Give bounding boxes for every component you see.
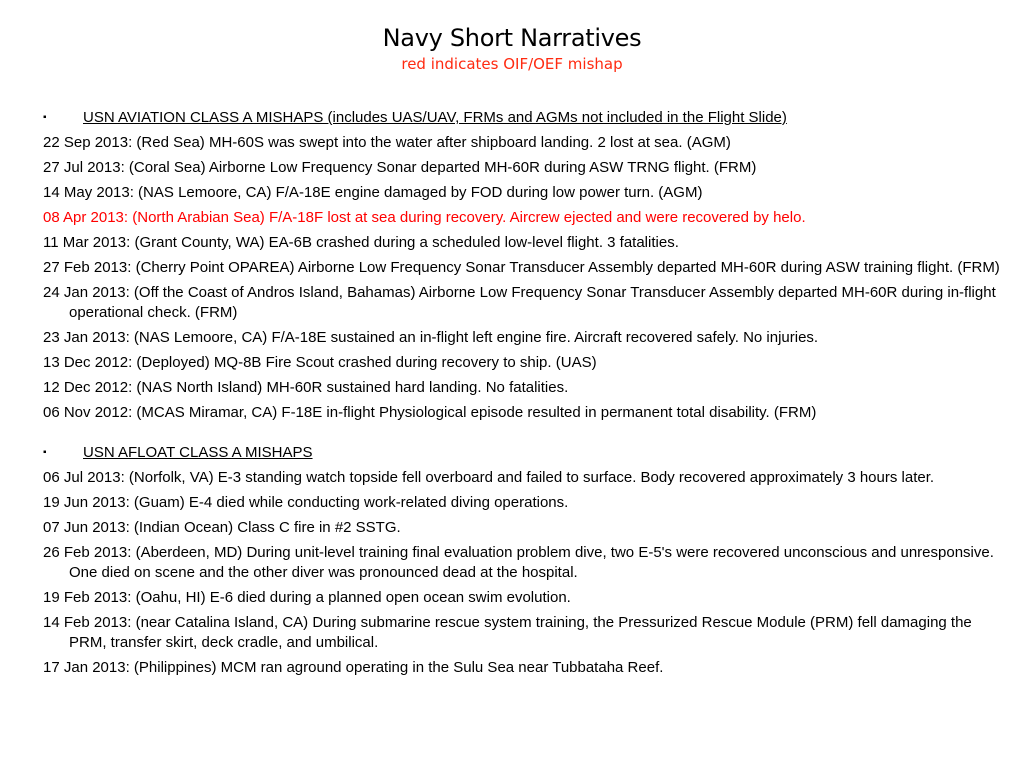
section-heading — [43, 108, 1003, 128]
mishap-entry: 07 Jun 2013: (Indian Ocean) Class C fire in #2 SSTG. — [43, 519, 401, 536]
mishap-entry: 27 Feb 2013: (Cherry Point OPAREA) Airborne Low Frequency Sonar Transducer Assembly departed MH-60R during ASW training flight. (FRM) — [43, 259, 1000, 276]
mishap-entry: 17 Jan 2013: (Philippines) MCM ran aground operating in the Sulu Sea near Tubbataha Reef. — [43, 659, 664, 676]
mishap-entry: 13 Dec 2012: (Deployed) MQ-8B Fire Scout crashed during recovery to ship. (UAS) — [43, 354, 597, 371]
mishap-entry: 24 Jan 2013: (Off the Coast of Andros Island, Bahamas) Airborne Low Frequency Sonar Transducer Assembly departed MH-60R during in-flight operational check. (FRM) — [43, 284, 996, 321]
mishap-entry: 23 Jan 2013: (NAS Lemoore, CA) F/A-18E sustained an in-flight left engine fire. Aircraft recovered safely. No injuries. — [43, 329, 819, 346]
section-heading — [43, 443, 1003, 463]
mishap-entry: 26 Feb 2013: (Aberdeen, MD) During unit-level training final evaluation problem dive, two E-5's were recovered unconscious and unresponsive. One died on scene and the other diver was pronounced dead at the hospital. — [43, 544, 994, 581]
mishap-entry: 14 Feb 2013: (near Catalina Island, CA) During submarine rescue system training, the Pressurized Rescue Module (PRM) fell damaging the PRM, transfer skirt, deck cradle, and umbilical. — [43, 614, 972, 651]
section-heading-text: USN AFLOAT CLASS A MISHAPS — [83, 444, 313, 461]
mishap-entry: 12 Dec 2012: (NAS North Island) MH-60R sustained hard landing. No fatalities. — [43, 379, 569, 396]
mishap-entry: 11 Mar 2013: (Grant County, WA) EA-6B crashed during a scheduled low-level flight. 3 fatalities. — [43, 234, 679, 251]
title-block — [0, 22, 1024, 74]
mishap-entry: 06 Jul 2013: (Norfolk, VA) E-3 standing watch topside fell overboard and failed to surface. Body recovered approximately 3 hours later. — [43, 469, 935, 486]
square-bullet-icon: ▪ — [43, 112, 47, 123]
page-title: Navy Short Narratives — [382, 24, 642, 52]
mishap-entry: 19 Feb 2013: (Oahu, HI) E-6 died during a planned open ocean swim evolution. — [43, 589, 571, 606]
mishap-entry: 14 May 2013: (NAS Lemoore, CA) F/A-18E engine damaged by FOD during low power turn. (AGM) — [43, 184, 703, 201]
page-subtitle: red indicates OIF/OEF mishap — [401, 55, 623, 73]
narratives-content — [43, 108, 1003, 683]
mishap-entry: 06 Nov 2012: (MCAS Miramar, CA) F-18E in-flight Physiological episode resulted in permanent total disability. (FRM) — [43, 404, 817, 421]
afloat-mishaps-section — [43, 443, 1003, 678]
square-bullet-icon: ▪ — [43, 447, 47, 458]
mishap-entry: 08 Apr 2013: (North Arabian Sea) F/A-18F lost at sea during recovery. Aircrew ejected and were recovered by helo. — [43, 209, 806, 226]
aviation-mishaps-section — [43, 108, 1003, 423]
mishap-entry: 19 Jun 2013: (Guam) E-4 died while conducting work-related diving operations. — [43, 494, 569, 511]
mishap-entry: 27 Jul 2013: (Coral Sea) Airborne Low Frequency Sonar departed MH-60R during ASW TRNG flight. (FRM) — [43, 159, 757, 176]
section-heading-text: USN AVIATION CLASS A MISHAPS (includes UAS/UAV, FRMs and AGMs not included in the Flight Slide) — [83, 109, 787, 126]
mishap-entry: 22 Sep 2013: (Red Sea) MH-60S was swept into the water after shipboard landing. 2 lost at sea. (AGM) — [43, 134, 731, 151]
